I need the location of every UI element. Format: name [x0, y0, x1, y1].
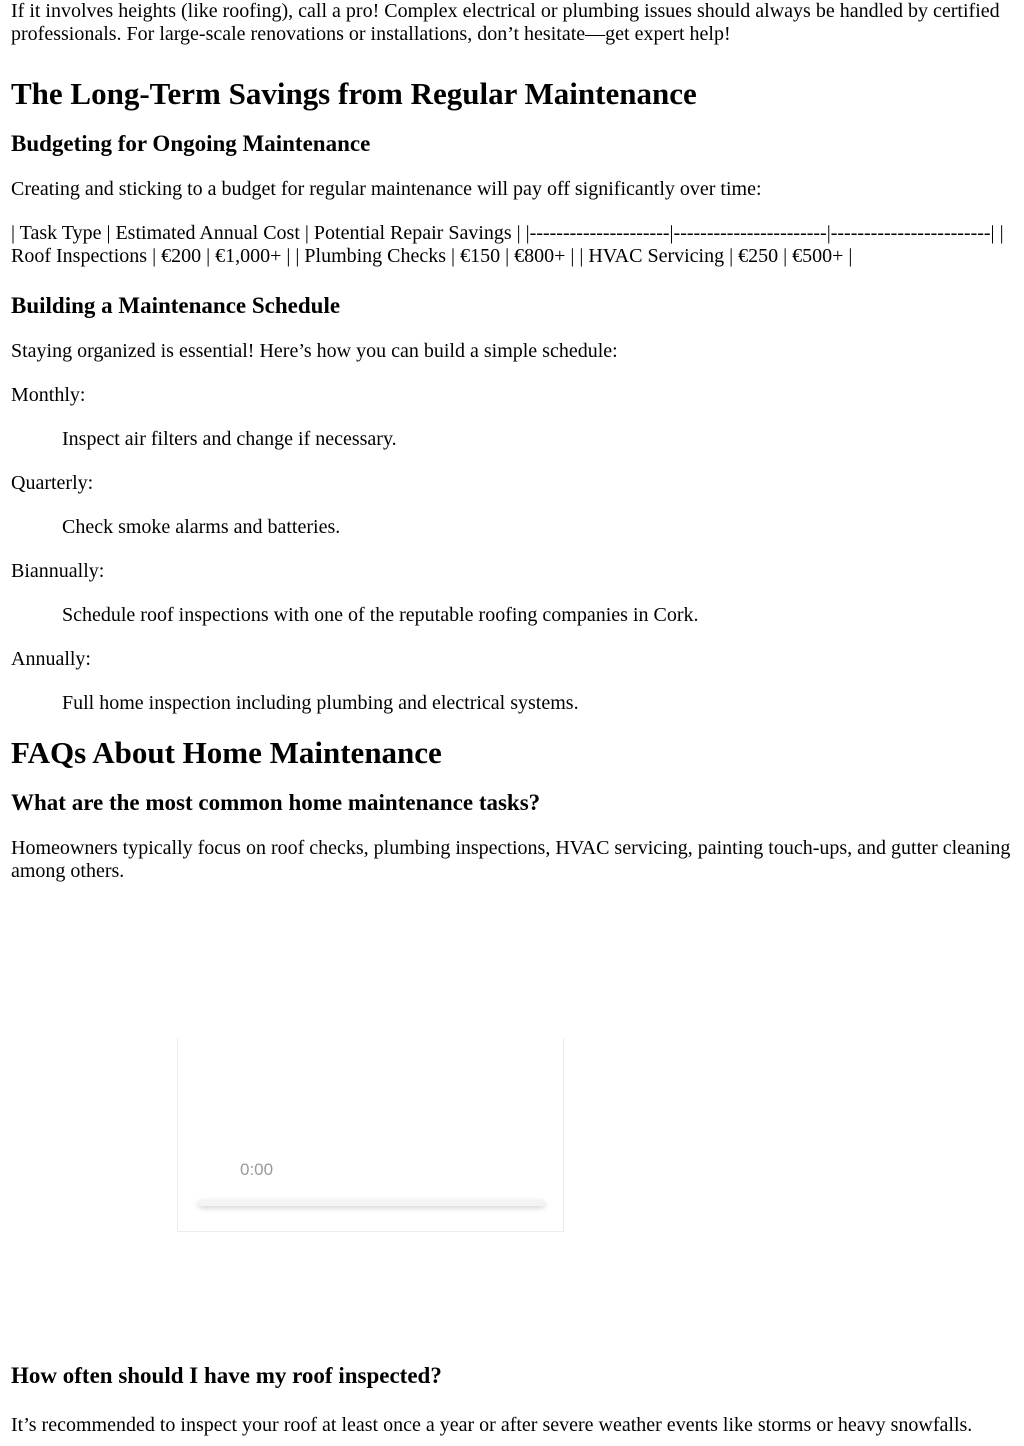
- schedule-task-biannually: Schedule roof inspections with one of the reputable roofing companies in Cork.: [62, 604, 699, 626]
- schedule-label-annually: Annually:: [11, 648, 91, 670]
- intro-paragraph: If it involves heights (like roofing), call a pro! Complex electrical or plumbing issues should always be handled by certified professionals. For large-scale renovations or installations, don’t hesitate—get expert help!: [11, 0, 1000, 45]
- schedule-label-monthly: Monthly:: [11, 384, 86, 406]
- schedule-label-quarterly: Quarterly:: [11, 472, 94, 494]
- player-progress-bar[interactable]: [198, 1200, 545, 1206]
- audio-player[interactable]: [177, 1038, 564, 1232]
- faqs-heading: FAQs About Home Maintenance: [11, 735, 442, 770]
- faq-question: How often should I have my roof inspected?: [11, 1363, 442, 1388]
- faq-question: What are the most common home maintenance tasks?: [11, 790, 541, 815]
- schedule-heading: Building a Maintenance Schedule: [11, 293, 341, 318]
- cost-table-raw: | Task Type | Estimated Annual Cost | Potential Repair Savings | |---------------------|-----------------------|------------------------| | Roof Inspections | €200 | €1,000+ | | Plumbing Checks | €150 | €800+ | | HVAC Servicing | €250 | €500+ |: [11, 222, 1004, 267]
- schedule-label-biannually: Biannually:: [11, 560, 105, 582]
- schedule-task-monthly: Inspect air filters and change if necessary.: [62, 428, 397, 450]
- faq-answer: Homeowners typically focus on roof checks, plumbing inspections, HVAC servicing, painting touch-ups, and gutter cleaning among others.: [11, 837, 1011, 882]
- savings-heading: The Long-Term Savings from Regular Maintenance: [11, 76, 697, 111]
- player-time-display: 0:00: [240, 1160, 274, 1179]
- schedule-paragraph: Staying organized is essential! Here’s how you can build a simple schedule:: [11, 340, 618, 362]
- schedule-task-quarterly: Check smoke alarms and batteries.: [62, 516, 341, 538]
- schedule-task-annually: Full home inspection including plumbing and electrical systems.: [62, 692, 579, 714]
- budget-paragraph: Creating and sticking to a budget for regular maintenance will pay off significantly over time:: [11, 178, 762, 200]
- faq-answer: It’s recommended to inspect your roof at least once a year or after severe weather events like storms or heavy snowfalls.: [11, 1414, 973, 1436]
- budget-heading: Budgeting for Ongoing Maintenance: [11, 131, 371, 156]
